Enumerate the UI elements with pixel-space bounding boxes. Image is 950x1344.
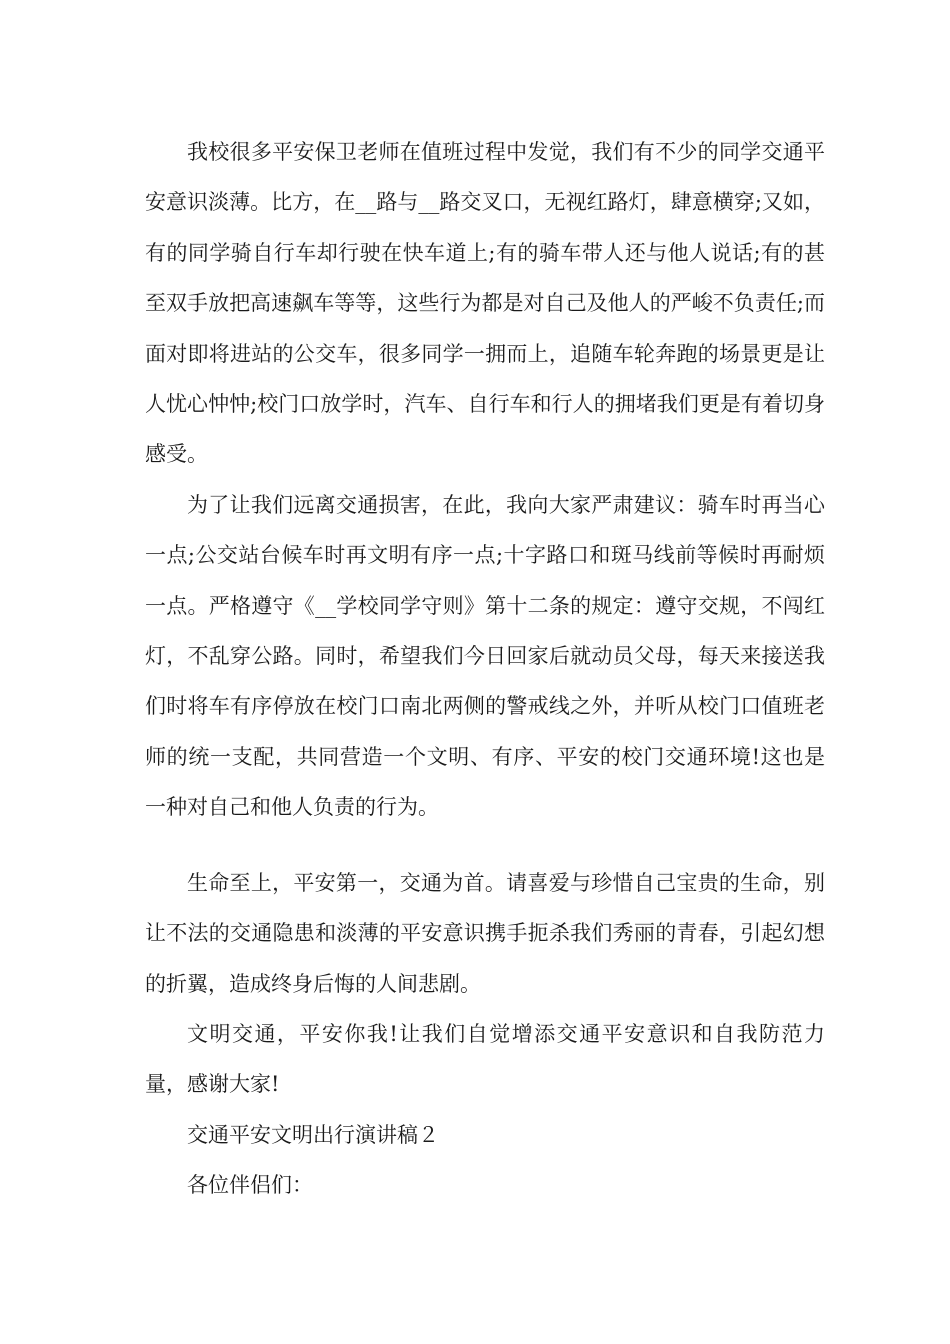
salutation: 各位伴侣们： bbox=[187, 1173, 313, 1198]
section-title: 交通平安文明出行演讲稿２ bbox=[187, 1122, 439, 1147]
document-body bbox=[145, 127, 825, 1211]
paragraph-3: 生命至上，平安第一，交通为首。请喜爱与珍惜自己宝贵的生命，别让不法的交通隐患和淡薄的平安意识携手扼杀我们秀丽的青春，引起幻想的折翼，造成终身后悔的人间悲剧。 bbox=[145, 870, 825, 996]
paragraph-2: 为了让我们远离交通损害，在此，我向大家严肃建议：骑车时再当心一点;公交站台候车时再文明有序一点;十字路口和斑马线前等候时再耐烦一点。严格遵守《__学校同学守则》第十二条的规定：遵守交规，不闯红灯，不乱穿公路。同时，希望我们今日回家后就动员父母，每天来接送我们时将车有序停放在校门口南北两侧的警戒线之外，并听从校门口值班老师的统一支配，共同营造一个文明、有序、平安的校门交通环境!这也是一种对自己和他人负责的行为。 bbox=[145, 492, 825, 820]
paragraph-1: 我校很多平安保卫老师在值班过程中发觉，我们有不少的同学交通平安意识淡薄。比方，在__路与__路交叉口，无视红路灯，肆意横穿;又如，有的同学骑自行车却行驶在快车道上;有的骑车带人还与他人说话;有的甚至双手放把高速飙车等等，这些行为都是对自己及他人的严峻不负责任;而面对即将进站的公交车，很多同学一拥而上，追随车轮奔跑的场景更是让人忧心忡忡;校门口放学时，汽车、自行车和行人的拥堵我们更是有着切身感受。 bbox=[145, 140, 825, 467]
paragraph-4: 文明交通，平安你我!让我们自觉增添交通平安意识和自我防范力量，感谢大家! bbox=[145, 1021, 825, 1097]
paragraph-spacer bbox=[145, 833, 825, 858]
